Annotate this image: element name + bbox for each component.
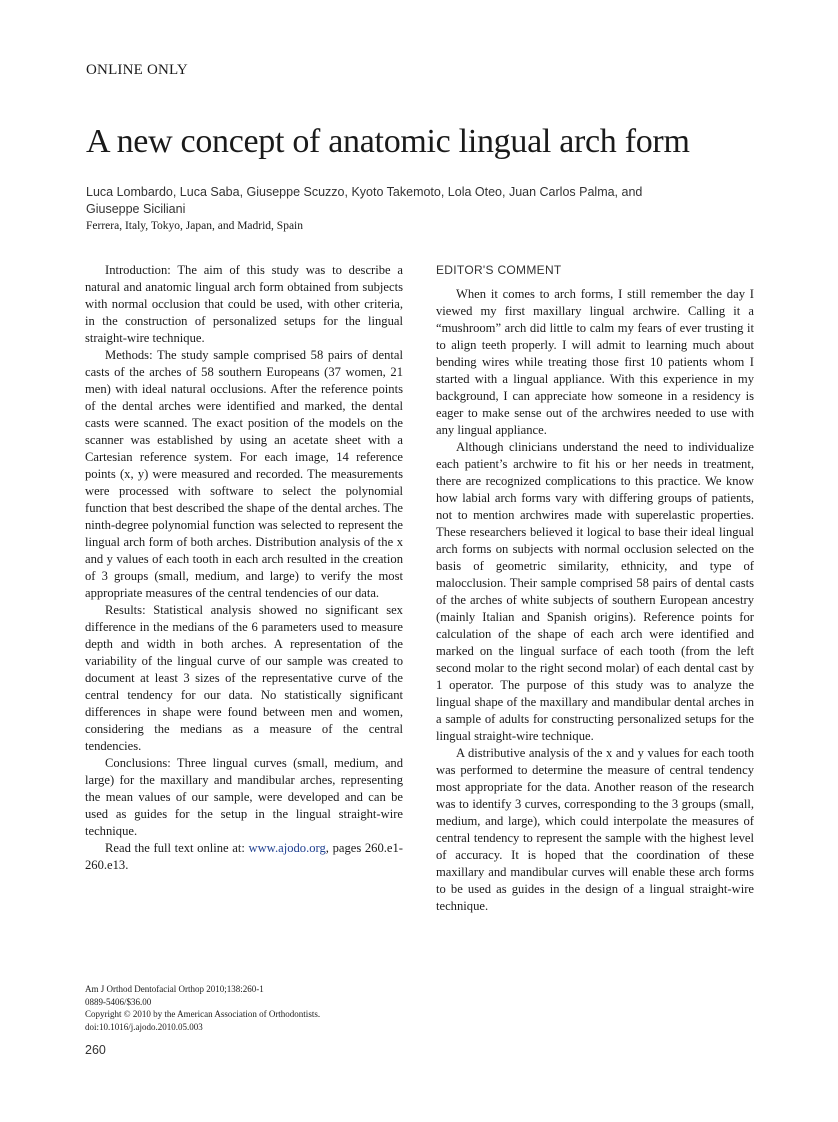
doi: doi:10.1016/j.ajodo.2010.05.003 <box>85 1021 203 1032</box>
journal-citation: Am J Orthod Dentofacial Orthop 2010;138:260-1 <box>85 984 264 994</box>
abstract-column <box>85 262 403 874</box>
conclusions-text: Three lingual curves (small, medium, and large) for the maxillary and mandibular arches, representing the mean values of our sample, were developed and can be used as guides for the setup in the lingual straight-wire technique. <box>85 756 403 838</box>
article-title: A new concept of anatomic lingual arch form <box>86 123 690 160</box>
abstract-conclusions <box>85 755 403 840</box>
results-text: Statistical analysis showed no significant sex difference in the medians of the 6 parameters used to measure depth and width in both arches. A representation of the variability of the lingual curve of our sample was created to document at least 3 sizes of the representative curve of the central tendency for our data. No statistically significant differences in shape were found between men and women, considering the medians as a measure of the central tendencies. <box>85 603 403 753</box>
affiliation: Ferrera, Italy, Tokyo, Japan, and Madrid, Spain <box>86 220 304 232</box>
read-suffix: , pages 260.e1-260.e13. <box>85 841 403 872</box>
conclusions-label: Conclusions: <box>105 756 171 770</box>
journal-link[interactable]: www.ajodo.org <box>248 841 326 855</box>
abstract-methods <box>85 347 403 602</box>
editor-paragraph: A distributive analysis of the x and y values for each tooth was performed to determine the measure of central tendency most appropriate for the data. Another reason of the research was to identify 3 curves, corresponding to the 3 groups (small, medium, and large), which could interpolate the measures of central tendency to represent the sample with the highest level of accuracy. It is hoped that the coordination of these maxillary and mandibular curves will enable these arch forms to be used as guides in the design of a lingual straight-wire technique. <box>436 746 754 913</box>
abstract-results <box>85 602 403 755</box>
methods-text: The study sample comprised 58 pairs of dental casts of the arches of 58 southern Europeans (37 women, 21 men) with ideal natural occlusions. After the reference points of the dental arches were identified and marked, the dental casts were scanned. The exact position of the models on the scanner was established by using an acetate sheet with a Cartesian reference system. For each image, 14 reference points (x, y) were measured and recorded. The measurements were processed with software to select the polynomial function that best described the shape of the dental arches. The ninth-degree polynomial function was selected to represent the lingual arch form of both arches. Distribution analysis of the x and y values of each tooth in each arch resulted in the creation of 3 groups (small, medium, and large) to verify the most appropriate measures of the central tendencies of our data. <box>85 348 403 600</box>
abstract-introduction <box>85 262 403 347</box>
intro-text: The aim of this study was to describe a natural and anatomic lingual arch form obtained from subjects with normal occlusion that could be used, with other criteria, in the construction of personalized setups for the lingual straight-wire technique. <box>85 263 403 345</box>
issn: 0889-5406/$36.00 <box>85 996 152 1007</box>
author-list: Luca Lombardo, Luca Saba, Giuseppe Scuzzo, Kyoto Takemoto, Lola Oteo, Juan Carlos Palma, and Giuseppe Siciliani <box>86 185 643 216</box>
editor-comment-column <box>436 262 754 915</box>
citation-footer <box>85 983 320 1033</box>
editor-paragraph: Although clinicians understand the need to individualize each patient’s archwire to fit his or her needs in treatment, there are recognized complications to this practice. We know how labial arch forms vary with differing groups of patients, not to mention archwires made with superelastic properties. These researchers believed it logical to base their ideal lingual arch forms on subjects with normal occlusion selected on the basis of geometric similarity, ethnicity, and type of malocclusion. Their sample comprised 58 pairs of dental casts of the arches of white subjects of southern European ancestry (mainly Italian and Spanish origins). Reference points for calculation of the shape of each arch were identified and marked on the lingual surface of each tooth (from the left second molar to the right second molar) of each dental cast by 1 operator. The purpose of this study was to analyze the lingual shape of the maxillary and mandibular dental arches in a sample of adults for constructing personalized setups for the lingual straight-wire technique. <box>436 440 754 743</box>
results-label: Results: <box>105 603 146 617</box>
editor-paragraph: When it comes to arch forms, I still remember the day I viewed my first maxillary lingual archwire. Calling it a “mushroom” arch did little to calm my fears of ever trusting it to align teeth properly. I will admit to learning much about bending wires while treating those first 10 patients whom I started with a lingual appliance. With this experience in my background, I can appreciate how someone in a residency is eager to make sense out of the archwires needed to use with any lingual appliance. <box>436 287 754 437</box>
page-number: 260 <box>85 1043 106 1057</box>
full-text-note <box>85 840 403 874</box>
intro-label: Introduction: <box>105 263 171 277</box>
editor-comment-heading: EDITOR'S COMMENT <box>436 263 562 277</box>
copyright: Copyright © 2010 by the American Association of Orthodontists. <box>85 1009 321 1019</box>
methods-label: Methods: <box>105 348 153 362</box>
section-label: ONLINE ONLY <box>86 62 188 78</box>
read-prefix: Read the full text online at: <box>105 841 245 855</box>
